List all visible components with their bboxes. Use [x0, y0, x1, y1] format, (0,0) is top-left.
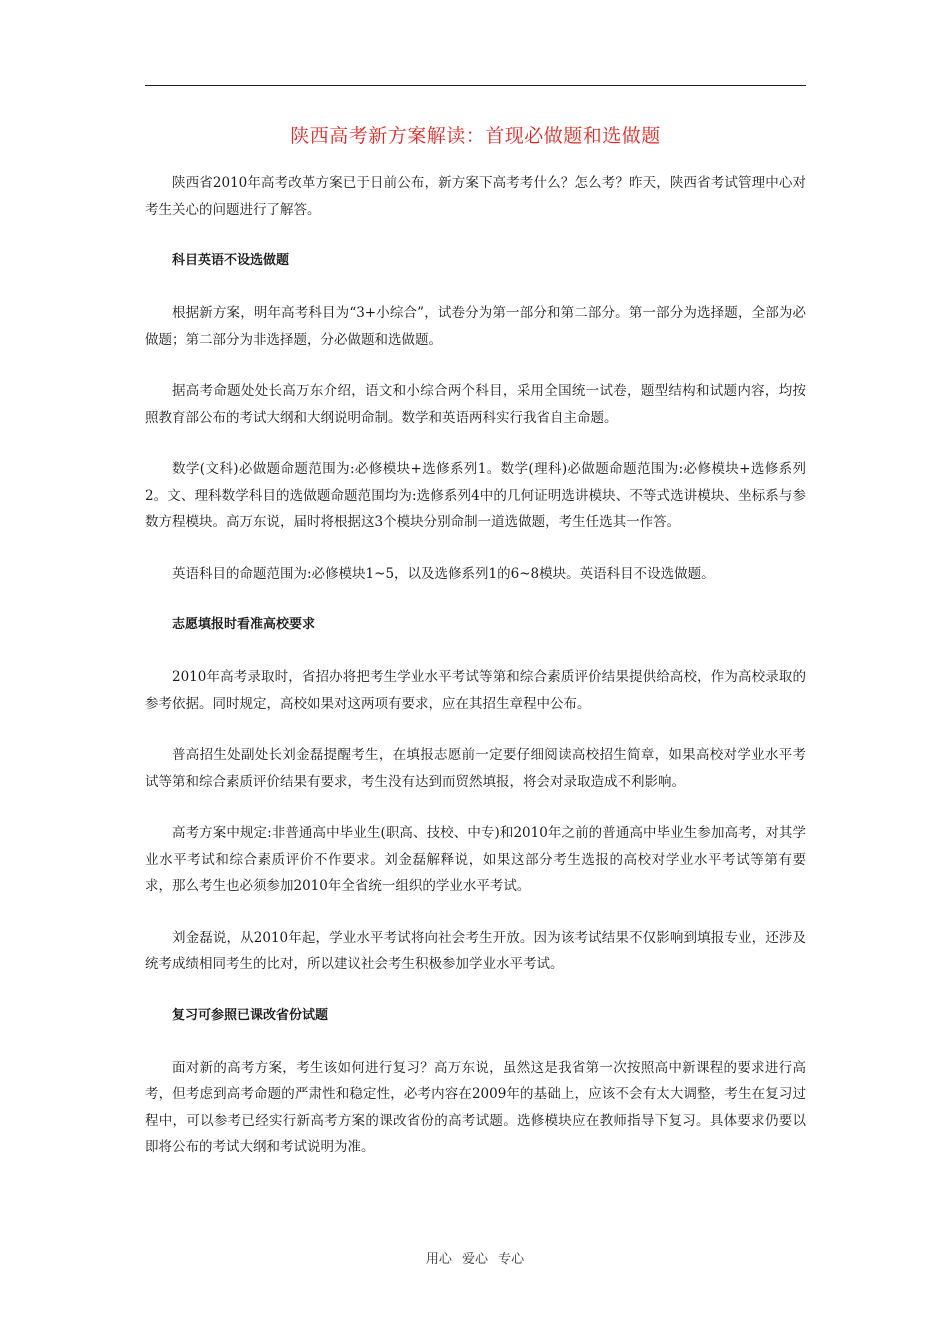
paragraph: 数学(文科)必做题命题范围为:必修模块+选修系列1。数学(理科)必做题命题范围为:必修模块+选修系列2。文、理科数学科目的选做题命题范围均为:选修系列4中的几何证明选讲模块、不等式选讲模块、坐标系与参数方程模块。高万东说，届时将根据这3个模块分别命制一道选做题，考生任选其一作答。	[145, 461, 806, 530]
paragraph: 根据新方案，明年高考科目为“3+小综合”，试卷分为第一部分和第二部分。第一部分为选择题，全部为必做题；第二部分为非选择题，分必做题和选做题。	[145, 305, 806, 348]
paragraph: 陕西省2010年高考改革方案已于日前公布，新方案下高考考什么？怎么考？昨天，陕西省考试管理中心对考生关心的问题进行了解答。	[145, 175, 806, 218]
paragraph: 普高招生处副处长刘金磊提醒考生，在填报志愿前一定要仔细阅读高校招生简章，如果高校对学业水平考试等第和综合素质评价结果有要求，考生没有达到而贸然填报，将会对录取造成不利影响。	[145, 747, 806, 790]
paragraph: 刘金磊说，从2010年起，学业水平考试将向社会考生开放。因为该考试结果不仅影响到填报专业，还涉及统考成绩相同考生的比对，所以建议社会考生积极参加学业水平考试。	[145, 929, 806, 972]
article-title: 陕西高考新方案解读：首现必做题和选做题	[290, 125, 661, 147]
paragraph: 2010年高考录取时，省招办将把考生学业水平考试等第和综合素质评价结果提供给高校，作为高校录取的参考依据。同时规定，高校如果对这两项有要求，应在其招生章程中公布。	[145, 669, 806, 712]
header-rule	[145, 85, 806, 86]
paragraph: 高考方案中规定:非普通高中毕业生(职高、技校、中专)和2010年之前的普通高中毕业生参加高考，对其学业水平考试和综合素质评价不作要求。刘金磊解释说，如果这部分考生选报的高校对学业水平考试等第有要求，那么考生也必须参加2010年全省统一组织的学业水平考试。	[145, 825, 806, 894]
section-heading: 志愿填报时看准高校要求	[172, 617, 316, 632]
paragraph: 英语科目的命题范围为:必修模块1~5，以及选修系列1的6~8模块。英语科目不设选做题。	[172, 565, 715, 582]
section-heading: 科目英语不设选做题	[172, 253, 290, 268]
paragraph: 据高考命题处处长高万东介绍，语文和小综合两个科目，采用全国统一试卷，题型结构和试题内容，均按照教育部公布的考试大纲和大纲说明命制。数学和英语两科实行我省自主命题。	[145, 383, 806, 426]
page-footer: 用心 爱心 专心	[425, 1252, 525, 1267]
section-heading: 复习可参照已课改省份试题	[172, 1007, 329, 1023]
paragraph: 面对新的高考方案，考生该如何进行复习？高万东说，虽然这是我省第一次按照高中新课程的要求进行高考，但考虑到高考命题的严肃性和稳定性，必考内容在2009年的基础上，应该不会有太大调整，考生在复习过程中，可以参考已经实行新高考方案的课改省份的高考试题。选修模块应在教师指导下复习。具体要求仍要以即将公布的考试大纲和考试说明为准。	[145, 1059, 806, 1155]
article-body	[145, 170, 806, 1186]
